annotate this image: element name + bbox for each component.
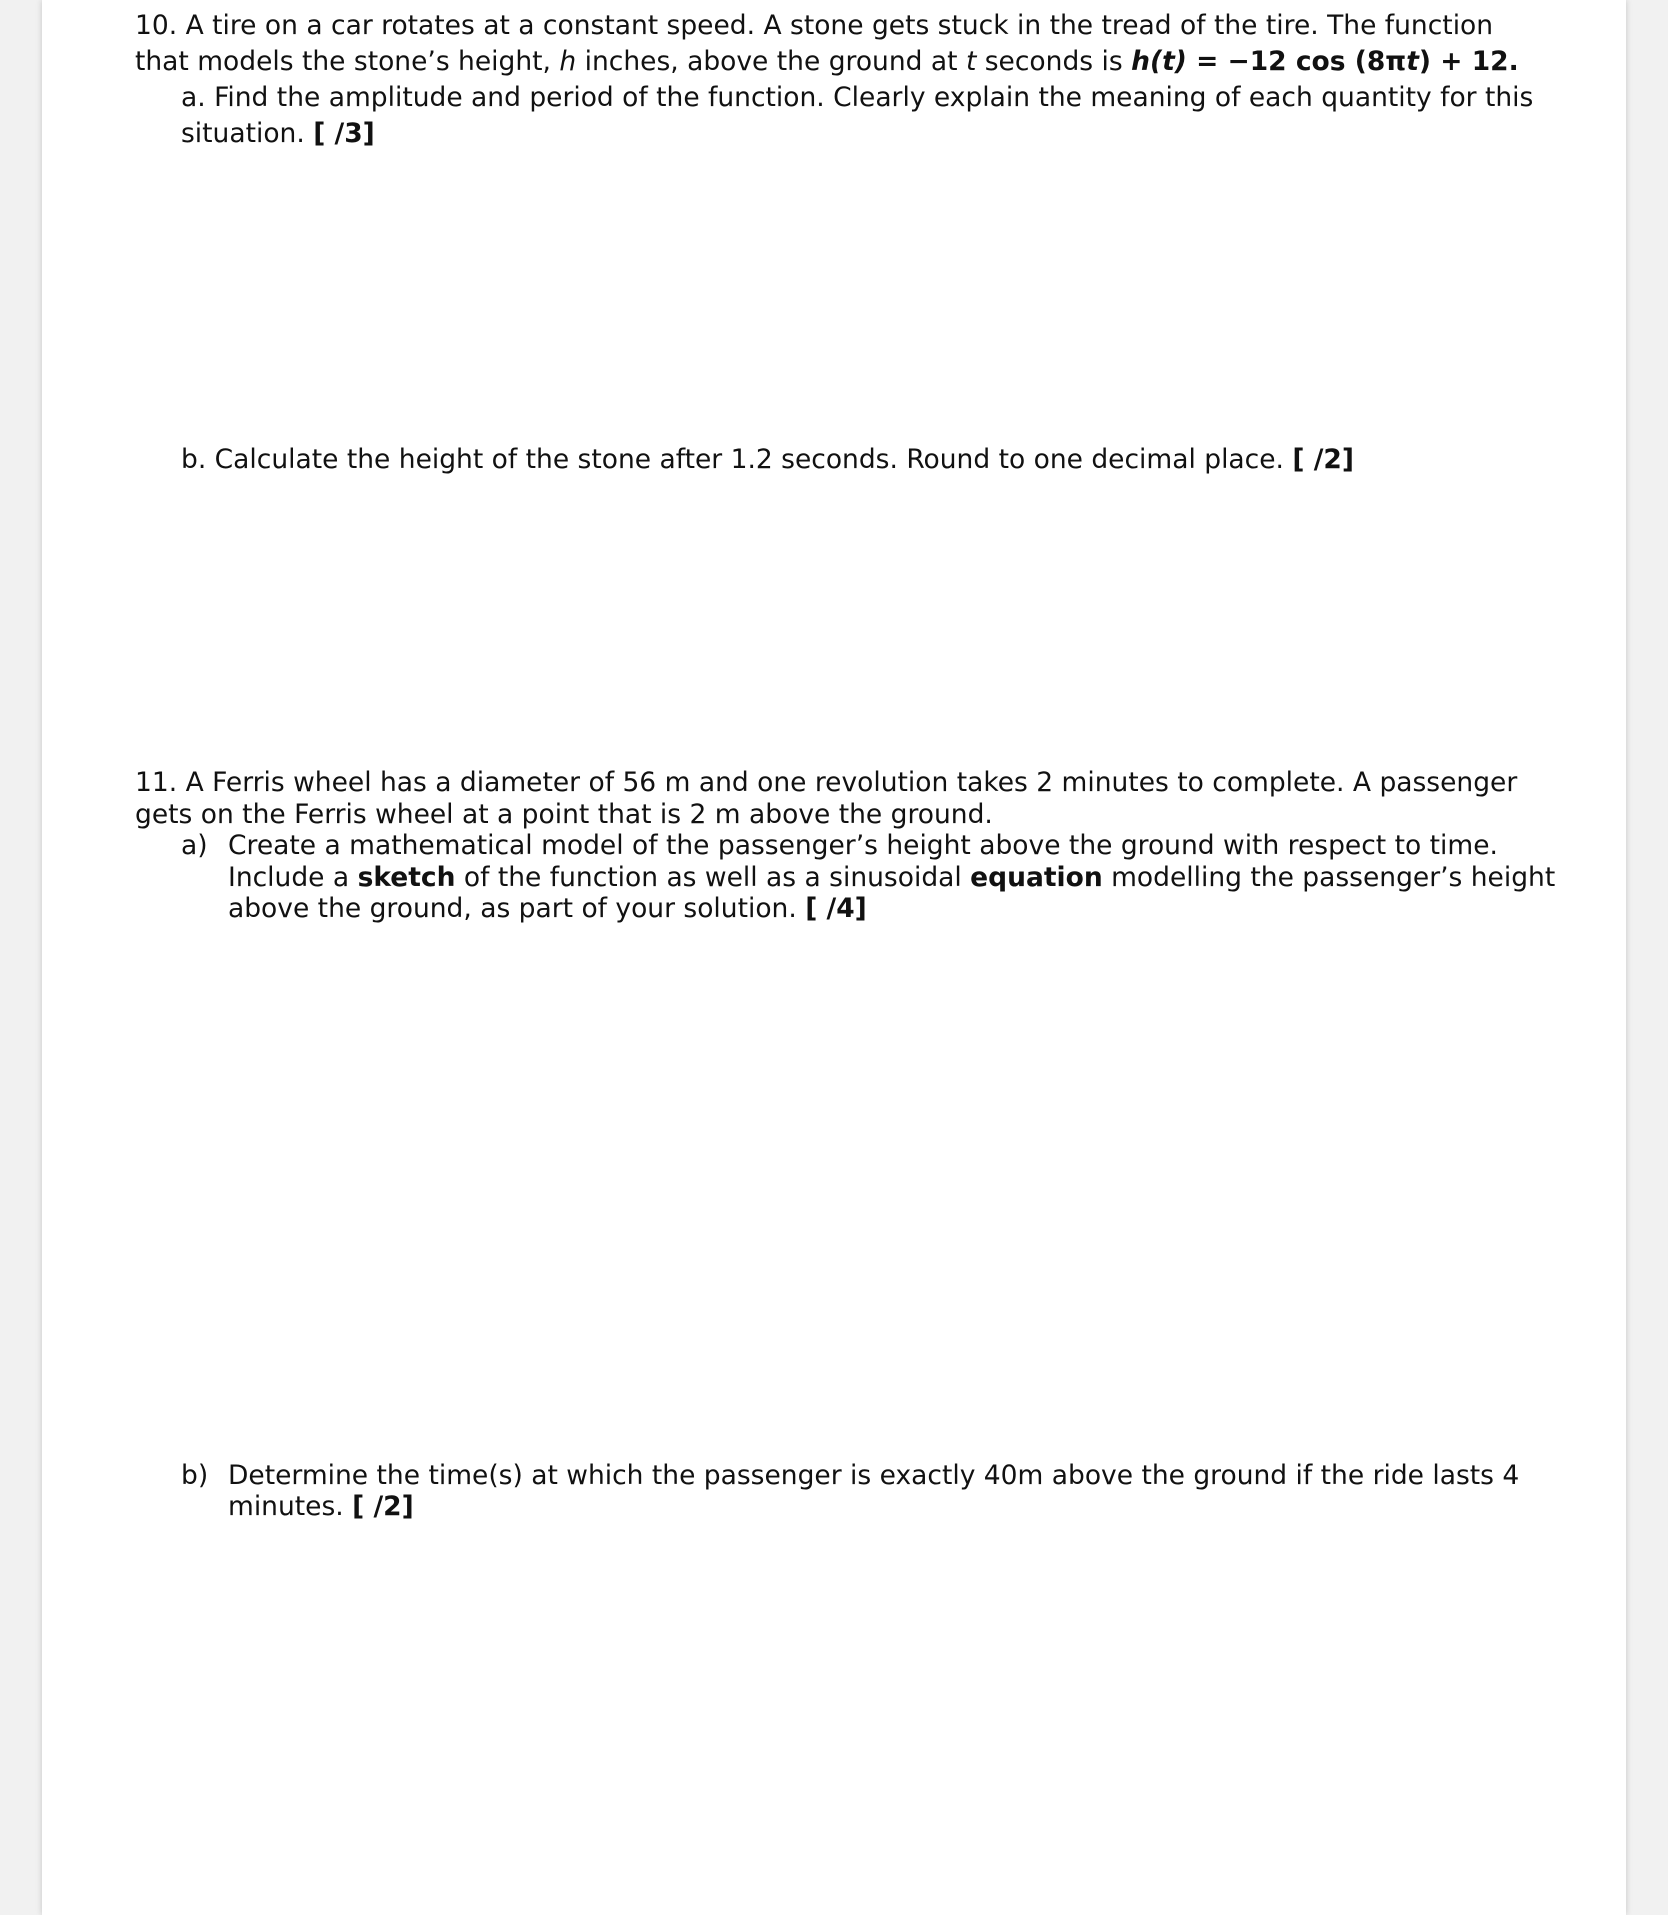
q11-line-1 <box>135 767 1517 799</box>
q11a-text: Include a <box>228 862 358 893</box>
q11a-label <box>181 830 208 862</box>
q10-text-part: inches, above the ground at <box>576 46 966 77</box>
q10-var-h: h <box>559 46 577 77</box>
q11b-line-2 <box>228 1491 414 1523</box>
q10-function-end: ) + 12. <box>1418 46 1519 77</box>
q11a-line-2 <box>228 862 1555 894</box>
q10a-text: situation. <box>181 118 314 149</box>
q11b-text: Determine the time(s) at which the passenger is exactly 40m above the ground if the ride lasts 4 <box>228 1460 1520 1491</box>
q10a-line-1 <box>181 82 1533 114</box>
q11b-text: minutes. <box>228 1491 353 1522</box>
q10a-line-2 <box>181 118 375 150</box>
q11a-equation-word: equation <box>970 862 1103 893</box>
q10-intro-text: 10. A tire on a car rotates at a constant speed. A stone gets stuck in the tread of the tire. The function <box>135 10 1494 41</box>
q10-function-var-t: t <box>1406 46 1419 77</box>
q10b-text: b. Calculate the height of the stone after 1.2 seconds. Round to one decimal place. <box>181 444 1293 475</box>
q11-line-2 <box>135 799 993 831</box>
q10-text-part: that models the stone’s height, <box>135 46 560 77</box>
q10-line-2 <box>135 46 1519 78</box>
q10-line-1 <box>135 10 1493 42</box>
q10-function-name: h(t) <box>1131 46 1187 77</box>
q11b-marks: [ /2] <box>352 1491 414 1522</box>
q10-text-part: seconds is <box>976 46 1132 77</box>
q11-intro-text: gets on the Ferris wheel at a point that is 2 m above the ground. <box>135 799 993 830</box>
q11a-sketch-word: sketch <box>357 862 456 893</box>
q11b-label <box>181 1460 208 1492</box>
q10b-marks: [ /2] <box>1292 444 1354 475</box>
q11-intro-text: 11. A Ferris wheel has a diameter of 56 m and one revolution takes 2 minutes to complete. A passenger <box>135 767 1518 798</box>
q11b-label-text: b) <box>181 1460 209 1491</box>
q10-function-eq: = −12 cos (8π <box>1186 46 1407 77</box>
q11a-text: Create a mathematical model of the passenger’s height above the ground with respect to time. <box>228 830 1498 861</box>
q11a-text: above the ground, as part of your solution. <box>228 893 806 924</box>
q11a-marks: [ /4] <box>805 893 867 924</box>
q11b-line-1 <box>228 1460 1519 1492</box>
q10b-line <box>181 444 1354 476</box>
q10-var-t: t <box>965 46 977 77</box>
q11a-label-text: a) <box>181 830 208 861</box>
q11a-text: of the function as well as a sinusoidal <box>455 862 971 893</box>
q10a-text: a. Find the amplitude and period of the function. Clearly explain the meaning of each quantity for this <box>181 82 1534 113</box>
q11a-line-1 <box>228 830 1498 862</box>
worksheet-page <box>42 0 1626 1915</box>
q10a-marks: [ /3] <box>313 118 375 149</box>
q11a-line-3 <box>228 893 867 925</box>
q11a-text: modelling the passenger’s height <box>1102 862 1556 893</box>
